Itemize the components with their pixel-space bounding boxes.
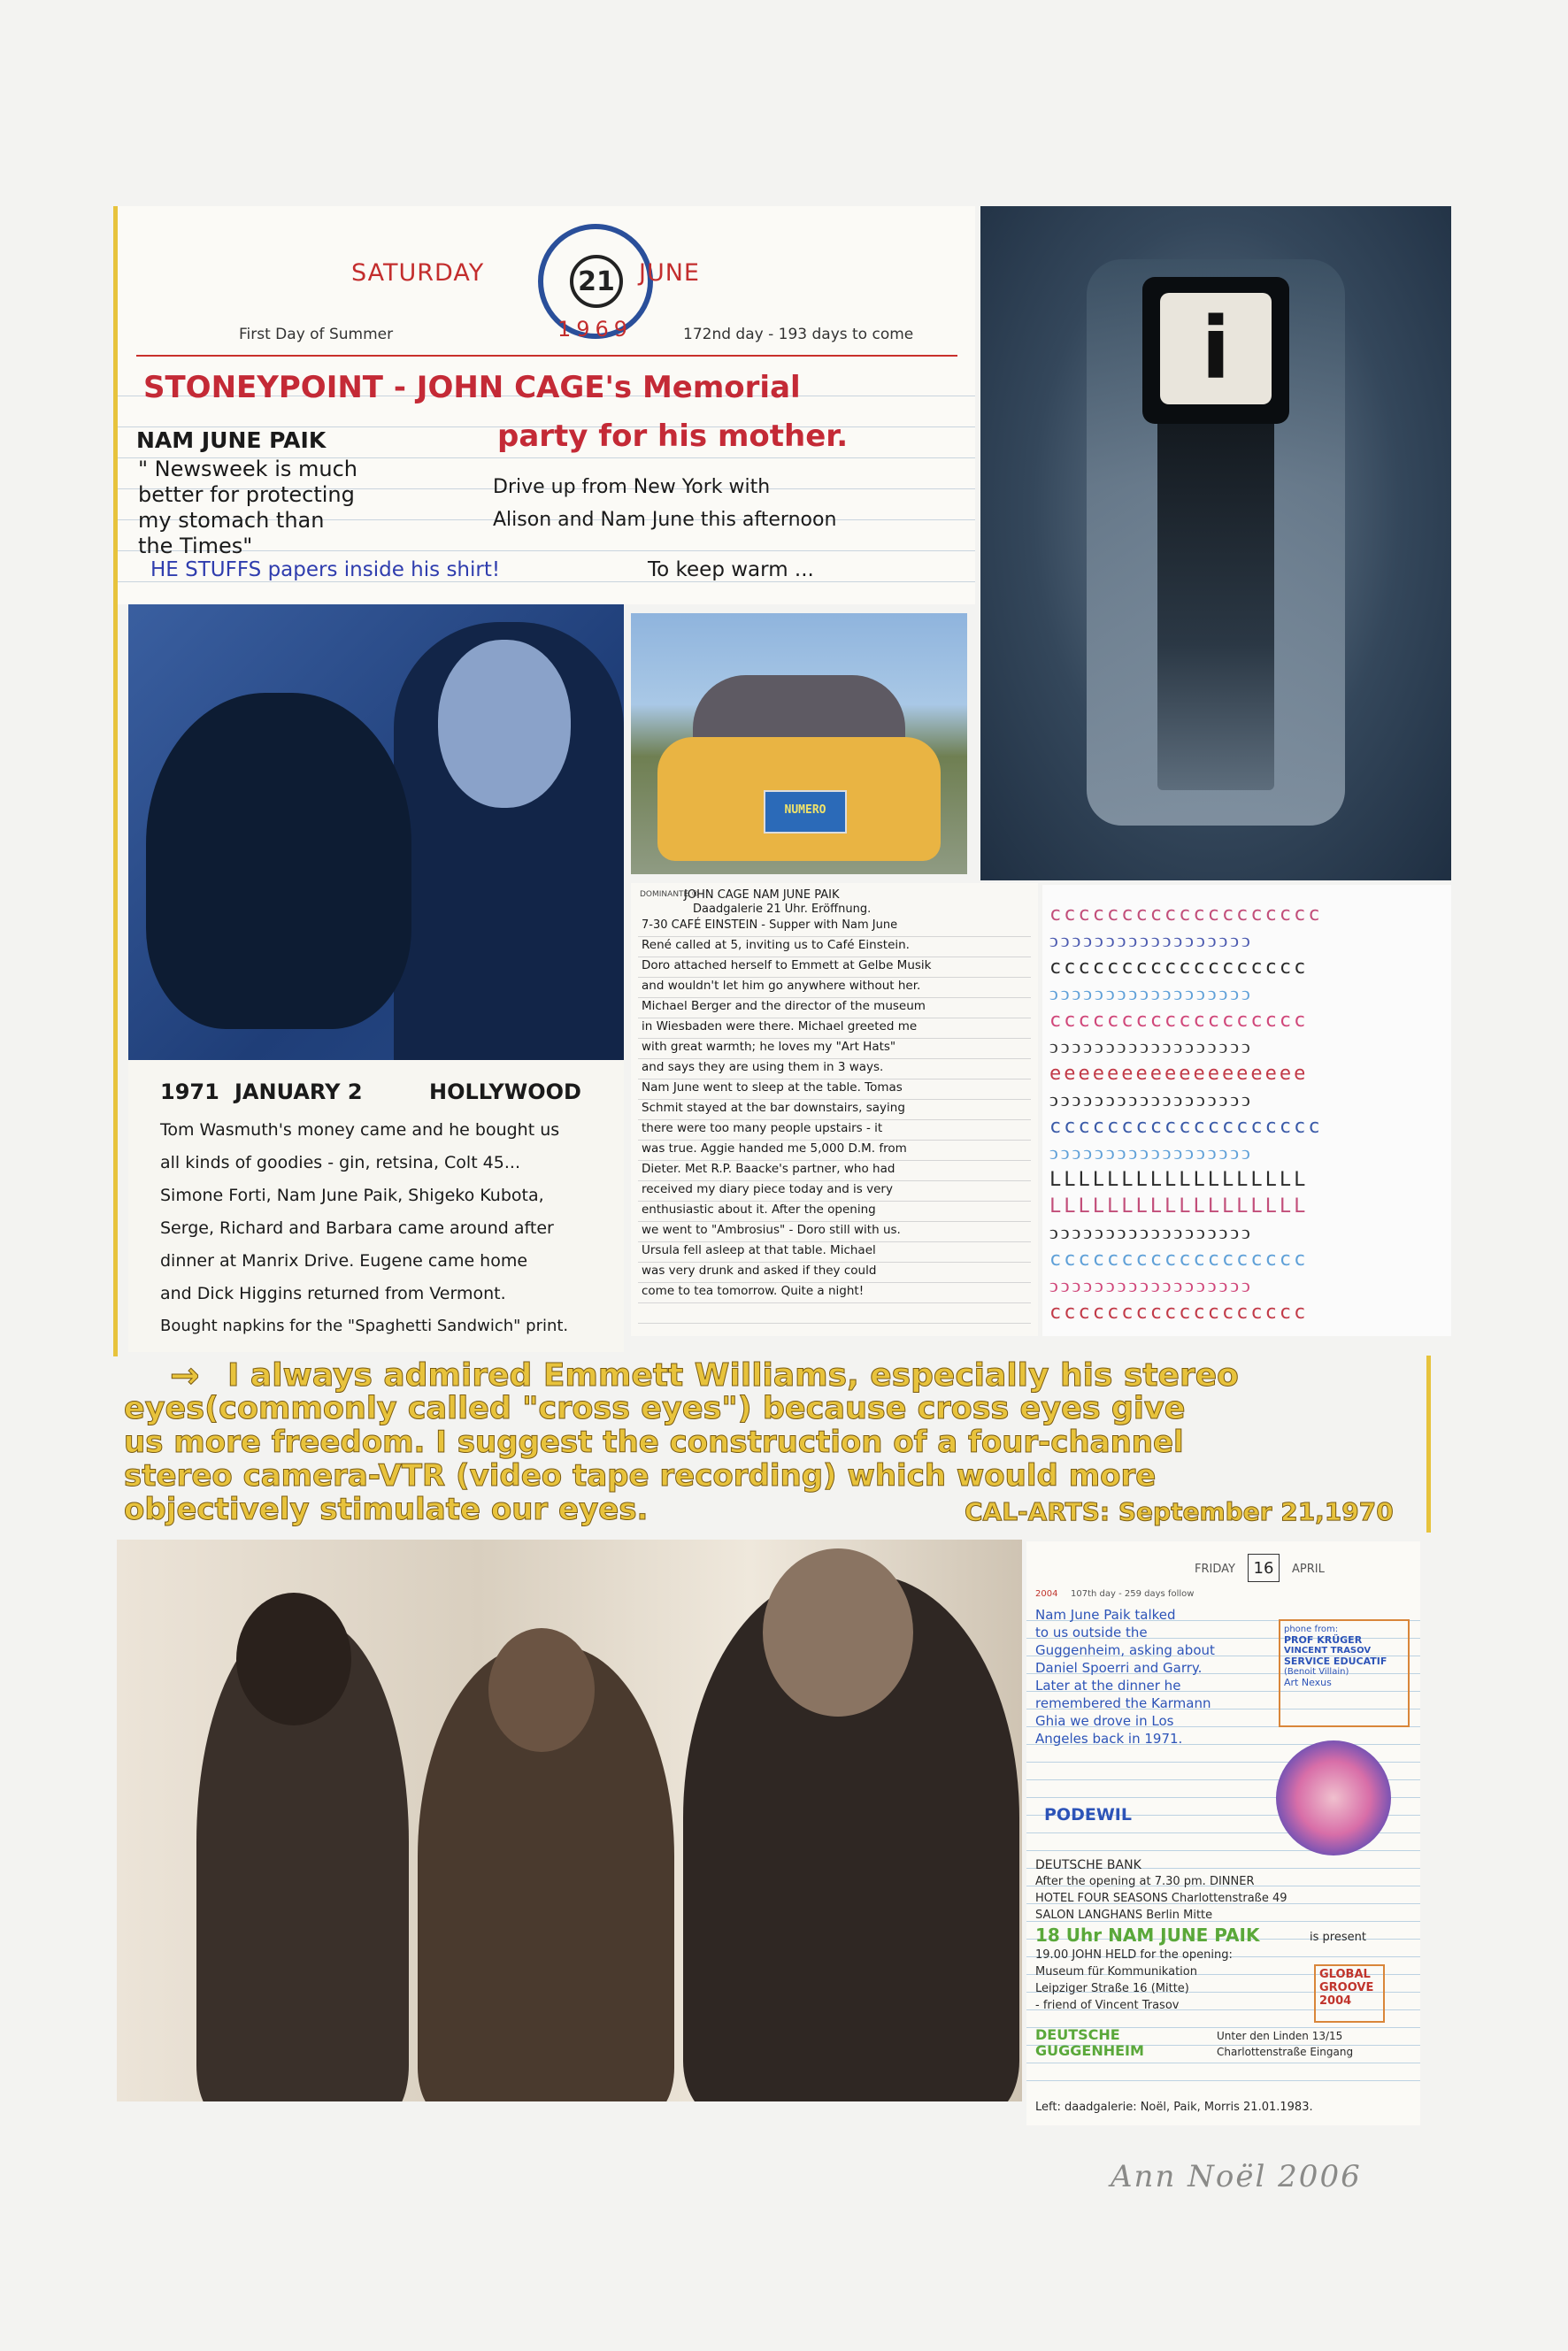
- diary-mid-line: received my diary piece today and is very: [642, 1182, 893, 1196]
- calendar-year: 1969: [557, 317, 634, 342]
- diary-mid-line: was true. Aggie handed me 5,000 D.M. from: [642, 1141, 907, 1156]
- quote-emmett-williams: [117, 1356, 1444, 1533]
- info-key-artwork: [980, 206, 1451, 880]
- held-line: Museum für Kommunikation: [1035, 1965, 1197, 1978]
- podewil: PODEWIL: [1044, 1805, 1132, 1825]
- svg-text:LLLLLLLLLLLLLLLLLL: LLLLLLLLLLLLLLLLLL: [1049, 1169, 1309, 1191]
- deutsche-bank: DEUTSCHE BANK: [1035, 1858, 1141, 1872]
- phone-box-line: phone from:: [1284, 1625, 1339, 1634]
- note-warm: To keep warm ...: [648, 558, 814, 581]
- svg-text:LLLLLLLLLLLLLLLLLL: LLLLLLLLLLLLLLLLLL: [1049, 1195, 1309, 1218]
- svg-text:cccccccccccccccccc: cccccccccccccccccc: [1049, 1010, 1309, 1032]
- cal-note-line: remembered the Karmann: [1035, 1695, 1211, 1711]
- diary-mid-line: in Wiesbaden were there. Michael greeted me: [642, 1019, 918, 1033]
- held-line: - friend of Vincent Trasov: [1035, 1999, 1180, 2012]
- svg-text:cccccccccccccccccc: cccccccccccccccccc: [1049, 957, 1309, 979]
- diary-mid-line: and says they are using them in 3 ways.: [642, 1060, 884, 1074]
- note-stuffs: HE STUFFS papers inside his shirt!: [150, 558, 501, 581]
- svg-text:ↄↄↄↄↄↄↄↄↄↄↄↄↄↄↄↄↄↄ: ↄↄↄↄↄↄↄↄↄↄↄↄↄↄↄↄↄↄ: [1049, 930, 1253, 952]
- calendar-month: JUNE: [639, 259, 700, 287]
- artist-signature: Ann Noël 2006: [1111, 2159, 1362, 2194]
- cal-bottom-weekday: FRIDAY: [1195, 1563, 1235, 1576]
- cal-bottom-month: APRIL: [1292, 1563, 1325, 1576]
- diary-1971-line: Simone Forti, Nam June Paik, Shigeko Kubota,: [160, 1186, 544, 1205]
- glyph-pattern-svg: [1042, 885, 1451, 1336]
- phone-box-line: VINCENT TRASOV: [1284, 1646, 1372, 1656]
- quote-line: I always admired Emmett Williams, especially his stereo: [227, 1357, 1239, 1394]
- diary-page-daadgalerie: [631, 883, 1038, 1336]
- svg-text:ccccccccccccccccccc: ccccccccccccccccccc: [1049, 1116, 1323, 1138]
- svg-text:cccccccccccccccccc: cccccccccccccccccc: [1049, 1248, 1309, 1271]
- diary-1971-date: JANUARY 2: [234, 1079, 363, 1104]
- note-party: party for his mother.: [497, 419, 849, 454]
- license-plate: NUMERO: [764, 790, 847, 834]
- quote-line: stereo camera-VTR (video tape recording) which would more: [124, 1458, 1157, 1494]
- note-name: NAM JUNE PAIK: [136, 427, 327, 453]
- photo-three-people: [117, 1540, 1022, 2101]
- dg-line: DEUTSCHE: [1035, 2026, 1120, 2043]
- calendar-date-number: 21: [570, 255, 623, 308]
- photo-two-men: [128, 604, 624, 1060]
- diary-mid-line: was very drunk and asked if they could: [642, 1264, 877, 1278]
- note-heading: STONEYPOINT - JOHN CAGE's Memorial: [143, 370, 801, 405]
- cal-note-line: Ghia we drove in Los: [1035, 1713, 1174, 1729]
- global-groove-box: [1314, 1964, 1385, 2023]
- svg-text:ↄↄↄↄↄↄↄↄↄↄↄↄↄↄↄↄↄↄ: ↄↄↄↄↄↄↄↄↄↄↄↄↄↄↄↄↄↄ: [1049, 1036, 1253, 1058]
- phone-box: [1279, 1619, 1410, 1727]
- note-quote-3: my stomach than: [138, 508, 325, 533]
- cal-note-line: Guggenheim, asking about: [1035, 1642, 1215, 1658]
- calendar-day: SATURDAY: [351, 259, 485, 287]
- quote-line: objectively stimulate our eyes.: [124, 1492, 649, 1527]
- svg-text:ↄↄↄↄↄↄↄↄↄↄↄↄↄↄↄↄↄↄ: ↄↄↄↄↄↄↄↄↄↄↄↄↄↄↄↄↄↄ: [1049, 983, 1253, 1005]
- note-drive-1: Drive up from New York with: [493, 476, 771, 498]
- quote-line: eyes(commonly called "cross eyes") because cross eyes give: [124, 1391, 1186, 1426]
- green-line: 18 Uhr NAM JUNE PAIK: [1035, 1925, 1260, 1946]
- round-sticker: [1276, 1740, 1391, 1855]
- diary-1971-line: Serge, Richard and Barbara came around after: [160, 1218, 554, 1238]
- diary-mid-line: Nam June went to sleep at the table. Tomas: [642, 1080, 903, 1095]
- cal-note-line: Daniel Spoerri and Garry.: [1035, 1660, 1203, 1676]
- evening-line: HOTEL FOUR SEASONS Charlottenstraße 49: [1035, 1892, 1287, 1905]
- svg-text:cccccccccccccccccc: cccccccccccccccccc: [1049, 1302, 1309, 1324]
- global-line: GLOBAL: [1319, 1968, 1371, 1981]
- note-quote-4: the Times": [138, 534, 253, 558]
- note-drive-2: Alison and Nam June this afternoon: [493, 509, 837, 531]
- yellow-edge-right: [1426, 1356, 1431, 1533]
- arrow-icon: →: [170, 1356, 200, 1396]
- global-line: GROOVE: [1319, 1981, 1374, 1994]
- unter-line: Charlottenstraße Eingang: [1217, 2046, 1354, 2058]
- calendar-subtitle-right: 172nd day - 193 days to come: [683, 326, 914, 343]
- held-line: Leipziger Straße 16 (Mitte): [1035, 1982, 1189, 1995]
- diary-mid-header: 7-30 CAFÉ EINSTEIN - Supper with Nam June: [642, 918, 898, 932]
- diary-mid-line: there were too many people upstairs - it: [642, 1121, 883, 1135]
- phone-box-line: SERVICE EDUCATIF: [1284, 1656, 1387, 1667]
- diary-1971-line: Bought napkins for the "Spaghetti Sandwich" print.: [160, 1317, 569, 1335]
- cal-note-line: to us outside the: [1035, 1625, 1148, 1640]
- diary-mid-line: Michael Berger and the director of the museum: [642, 999, 926, 1013]
- cal-note-line: Later at the dinner he: [1035, 1678, 1181, 1694]
- diary-mid-line: Doro attached herself to Emmett at Gelbe Musik: [642, 958, 932, 972]
- phone-box-line: (Benoit Villain): [1284, 1667, 1349, 1677]
- glyph-pattern-artwork: [1042, 885, 1451, 1336]
- held-line: 19.00 JOHN HELD for the opening:: [1035, 1948, 1233, 1962]
- diary-mid-line: and wouldn't let him go anywhere without her.: [642, 979, 921, 993]
- note-quote-2: better for protecting: [138, 482, 355, 507]
- diary-mid-line: with great warmth; he loves my "Art Hats": [642, 1040, 896, 1054]
- diary-mid-line: René called at 5, inviting us to Café Einstein.: [642, 938, 910, 952]
- svg-text:ↄↄↄↄↄↄↄↄↄↄↄↄↄↄↄↄↄↄ: ↄↄↄↄↄↄↄↄↄↄↄↄↄↄↄↄↄↄ: [1049, 1222, 1253, 1244]
- diary-mid-line: enthusiastic about it. After the opening: [642, 1202, 876, 1217]
- diary-1971-year: 1971: [160, 1079, 219, 1104]
- dg-line: GUGGENHEIM: [1035, 2042, 1144, 2059]
- diary-1971-line: Tom Wasmuth's money came and he bought us: [160, 1120, 560, 1140]
- diary-entry-1971: [128, 1060, 624, 1352]
- cal-bottom-date: 16: [1248, 1554, 1280, 1582]
- svg-text:ↄↄↄↄↄↄↄↄↄↄↄↄↄↄↄↄↄↄ: ↄↄↄↄↄↄↄↄↄↄↄↄↄↄↄↄↄↄ: [1049, 1142, 1253, 1164]
- diary-mid-header: JOHN CAGE NAM JUNE PAIK: [684, 888, 840, 902]
- note-quote-1: " Newsweek is much: [138, 457, 358, 481]
- svg-text:ↄↄↄↄↄↄↄↄↄↄↄↄↄↄↄↄↄↄ: ↄↄↄↄↄↄↄↄↄↄↄↄↄↄↄↄↄↄ: [1049, 1089, 1253, 1111]
- cal-note-line: Angeles back in 1971.: [1035, 1731, 1183, 1747]
- diary-mid-line: Ursula fell asleep at that table. Michael: [642, 1243, 876, 1257]
- svg-text:eeeeeeeeeeeeeeeeee: eeeeeeeeeeeeeeeeee: [1049, 1063, 1309, 1085]
- evening-line: After the opening at 7.30 pm. DINNER: [1035, 1875, 1255, 1888]
- diary-mid-line: come to tea tomorrow. Quite a night!: [642, 1284, 865, 1298]
- diary-1971-line: and Dick Higgins returned from Vermont.: [160, 1284, 506, 1303]
- quote-source: CAL-ARTS: September 21,1970: [965, 1497, 1394, 1526]
- phone-box-line: PROF KRÜGER: [1284, 1634, 1363, 1646]
- diary-1971-line: all kinds of goodies - gin, retsina, Colt 45...: [160, 1153, 520, 1172]
- calendar-page-1969: [117, 206, 975, 604]
- diary-1971-place: HOLLYWOOD: [429, 1079, 581, 1104]
- diary-mid-header: Daadgalerie 21 Uhr. Eröffnung.: [693, 903, 872, 916]
- diary-1971-line: dinner at Manrix Drive. Eugene came home: [160, 1251, 528, 1271]
- cal-bottom-footer: Left: daadgalerie: Noël, Paik, Morris 21.01.1983.: [1035, 2101, 1313, 2114]
- diary-brand: DOMINANTE ®: [640, 890, 700, 899]
- yellow-edge-left: [113, 206, 118, 1356]
- evening-line: SALON LANGHANS Berlin Mitte: [1035, 1909, 1213, 1922]
- present: is present: [1310, 1931, 1366, 1944]
- diary-mid-line: Schmit stayed at the bar downstairs, saying: [642, 1101, 905, 1115]
- info-key-icon: i: [1160, 293, 1272, 404]
- phone-box-line: Art Nexus: [1284, 1677, 1332, 1688]
- global-line: 2004: [1319, 1994, 1352, 2008]
- svg-text:ↄↄↄↄↄↄↄↄↄↄↄↄↄↄↄↄↄↄ: ↄↄↄↄↄↄↄↄↄↄↄↄↄↄↄↄↄↄ: [1049, 1275, 1253, 1297]
- svg-text:ccccccccccccccccccc: ccccccccccccccccccc: [1049, 903, 1323, 926]
- calendar-subtitle-left: First Day of Summer: [239, 326, 394, 343]
- quote-line: us more freedom. I suggest the construction of a four-channel: [124, 1425, 1184, 1460]
- diary-mid-line: we went to "Ambrosius" - Doro still with us.: [642, 1223, 901, 1237]
- cal-bottom-year: 2004: [1035, 1589, 1058, 1599]
- cal-bottom-daycount: 107th day - 259 days follow: [1071, 1589, 1195, 1599]
- unter-line: Unter den Linden 13/15: [1217, 2030, 1343, 2042]
- cal-note-line: Nam June Paik talked: [1035, 1607, 1176, 1623]
- calendar-page-2004: [1026, 1541, 1420, 2125]
- photo-yellow-car: [631, 613, 967, 874]
- diary-mid-line: Dieter. Met R.P. Baacke's partner, who had: [642, 1162, 895, 1176]
